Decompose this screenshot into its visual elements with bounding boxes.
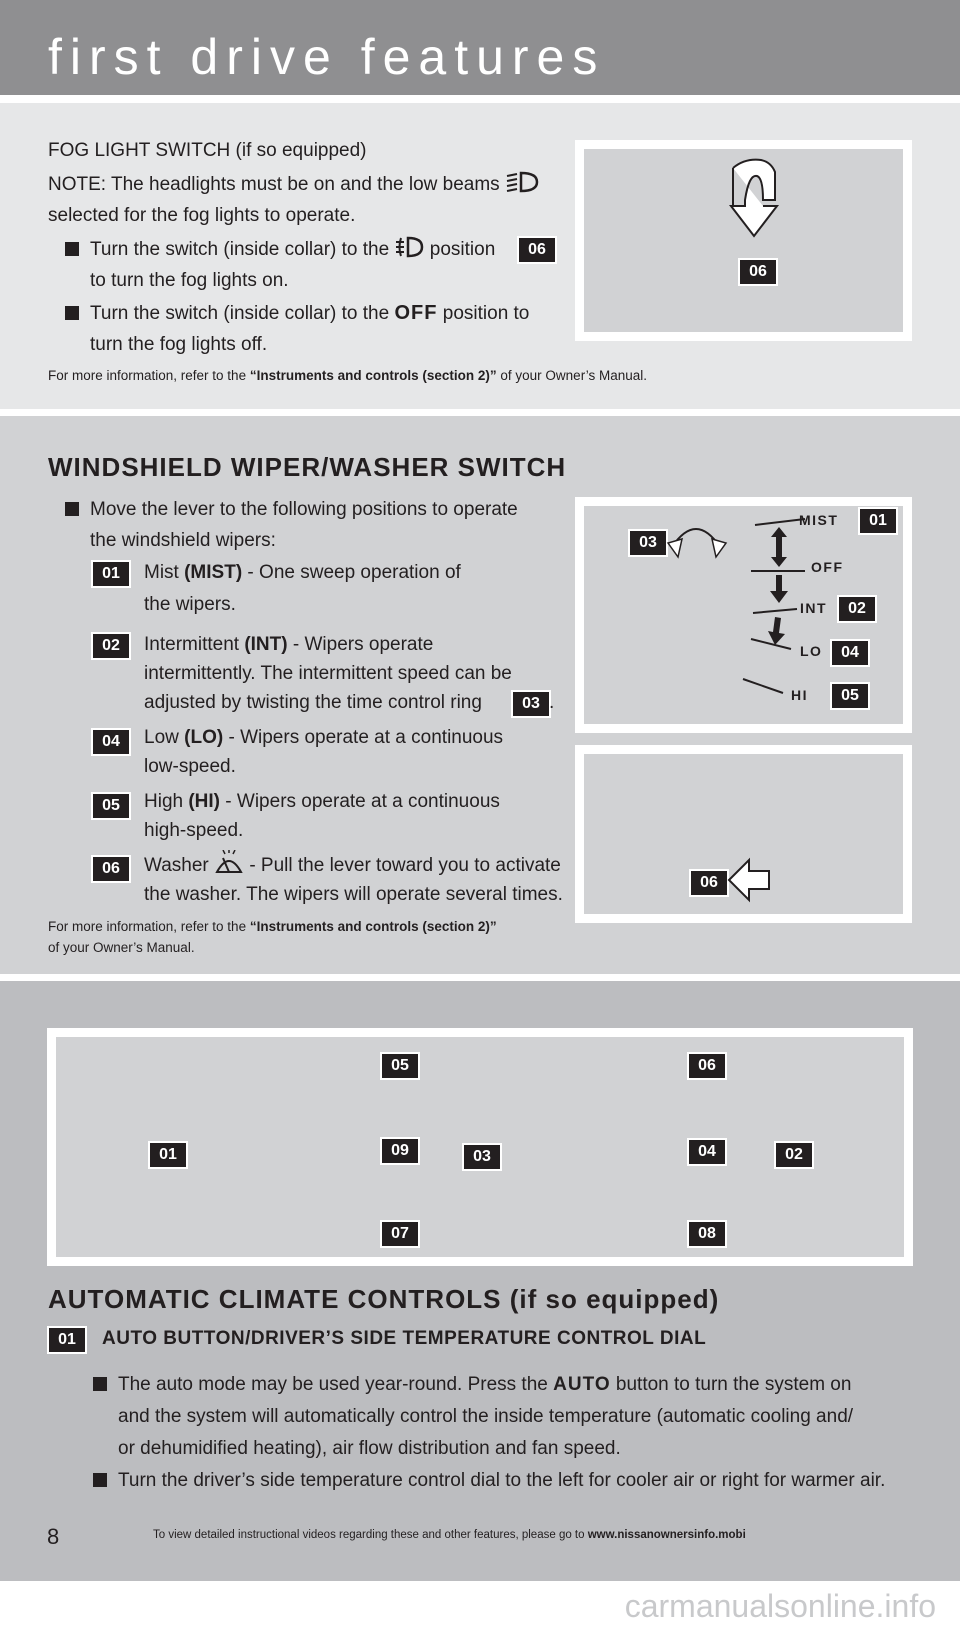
bullet-square (93, 1377, 107, 1391)
badge-07: 07 (380, 1220, 420, 1248)
badge-01: 01 (148, 1141, 188, 1169)
badge-02: 02 (774, 1141, 814, 1169)
wiper-item-hi: High (HI) - Wipers operate at a continuous (144, 791, 500, 812)
page-title: first drive features (48, 29, 606, 85)
bullet-square (93, 1473, 107, 1487)
hi-label: HI (791, 687, 808, 703)
badge-02: 02 (837, 595, 877, 623)
wiper-lever-diagram (575, 497, 912, 733)
badge-06: 06 (517, 236, 557, 264)
badge-04: 04 (830, 639, 870, 667)
climate-subtitle: AUTO BUTTON/DRIVER’S SIDE TEMPERATURE CONTROL DIAL (102, 1328, 707, 1349)
fog-note-line2: selected for the fog lights to operate. (48, 205, 356, 226)
climate-panel-image (47, 1028, 913, 1266)
header-divider (0, 95, 960, 101)
fog-bullet1-cont: to turn the fog lights on. (90, 270, 289, 291)
washer-icon (214, 850, 244, 876)
wiper-item-int-line3: adjusted by twisting the time control ring (144, 692, 482, 713)
climate-bullet1: The auto mode may be used year-round. Press the AUTO button to turn the system on (118, 1374, 852, 1395)
fog-reference: For more information, refer to the “Instruments and controls (section 2)” of your Owner’s Manual. (48, 368, 647, 383)
wiper-reference: For more information, refer to the “Instruments and controls (section 2)” (48, 919, 497, 934)
badge-06: 06 (687, 1052, 727, 1080)
badge-01: 01 (858, 507, 898, 535)
climate-bullet1-line3: or dehumidified heating), air flow distribution and fan speed. (118, 1438, 621, 1459)
badge-06: 06 (91, 855, 131, 883)
badge-08: 08 (687, 1220, 727, 1248)
badge-02: 02 (91, 632, 131, 660)
badge-05: 05 (830, 682, 870, 710)
wiper-item-lo-cont: low-speed. (144, 756, 236, 777)
watermark: carmanualsonline.info (624, 1588, 936, 1624)
fog-bullet2: Turn the switch (inside collar) to the OFF position to (90, 302, 530, 324)
badge-03: 03 (511, 690, 551, 718)
wiper-reference-cont: of your Owner’s Manual. (48, 940, 195, 955)
mist-label: MIST (799, 512, 839, 528)
bullet-square (65, 306, 79, 320)
wiper-intro-line1: Move the lever to the following positions to operate (90, 499, 518, 520)
period: . (549, 692, 555, 713)
fog-bullet2-cont: turn the fog lights off. (90, 334, 268, 355)
wiper-item-mist: Mist (MIST) - One sweep operation of (144, 562, 461, 583)
wiper-item-hi-cont: high-speed. (144, 820, 244, 841)
badge-05: 05 (91, 792, 131, 820)
footer-text: To view detailed instructional videos regarding these and other features, please go to www.nissanownersinfo.mobi (153, 1529, 746, 1541)
washer-lever-image (575, 745, 912, 923)
badge-03: 03 (628, 529, 668, 557)
wiper-item-int-line2: intermittently. The intermittent speed can be (144, 663, 512, 684)
wiper-item-washer-cont: the washer. The wipers will operate several times. (144, 884, 563, 905)
fog-note-line1: NOTE: The headlights must be on and the low beams (48, 169, 539, 200)
fog-bullet1: Turn the switch (inside collar) to the position (90, 234, 495, 265)
climate-bullet2: Turn the driver’s side temperature control dial to the left for cooler air or right for warmer air. (118, 1470, 886, 1491)
pull-arrow-icon (727, 857, 773, 903)
badge-06: 06 (738, 258, 778, 286)
wiper-intro-line2: the windshield wipers: (90, 530, 276, 551)
badge-09: 09 (380, 1137, 420, 1165)
bullet-square (65, 502, 79, 516)
fog-light-icon (394, 236, 424, 258)
badge-04: 04 (91, 728, 131, 756)
badge-04: 04 (687, 1138, 727, 1166)
wiper-title: WINDSHIELD WIPER/WASHER SWITCH (48, 452, 567, 482)
int-label: INT (800, 600, 828, 616)
badge-03: 03 (462, 1143, 502, 1171)
fog-light-title: FOG LIGHT SWITCH (if so equipped) (48, 140, 367, 161)
lo-label: LO (800, 643, 823, 659)
climate-bullet1-line2: and the system will automatically control the inside temperature (automatic cooling and/ (118, 1406, 854, 1427)
wiper-item-mist-cont: the wipers. (144, 594, 236, 615)
wiper-item-lo: Low (LO) - Wipers operate at a continuous (144, 727, 504, 748)
twist-ring-icon (666, 517, 728, 561)
badge-05: 05 (380, 1052, 420, 1080)
low-beam-icon (505, 171, 539, 193)
climate-title: AUTOMATIC CLIMATE CONTROLS (if so equipped) (48, 1284, 720, 1314)
badge-01: 01 (47, 1326, 87, 1354)
wiper-item-int: Intermittent (INT) - Wipers operate (144, 634, 434, 655)
bullet-square (65, 242, 79, 256)
page-number: 8 (47, 1524, 60, 1549)
rotate-down-arrow-icon (723, 154, 785, 238)
badge-01: 01 (91, 560, 131, 588)
wiper-item-washer: Washer - Pull the lever toward you to activate (144, 850, 561, 881)
fog-switch-image (575, 140, 912, 341)
badge-06: 06 (689, 869, 729, 897)
off-label: OFF (811, 559, 844, 575)
